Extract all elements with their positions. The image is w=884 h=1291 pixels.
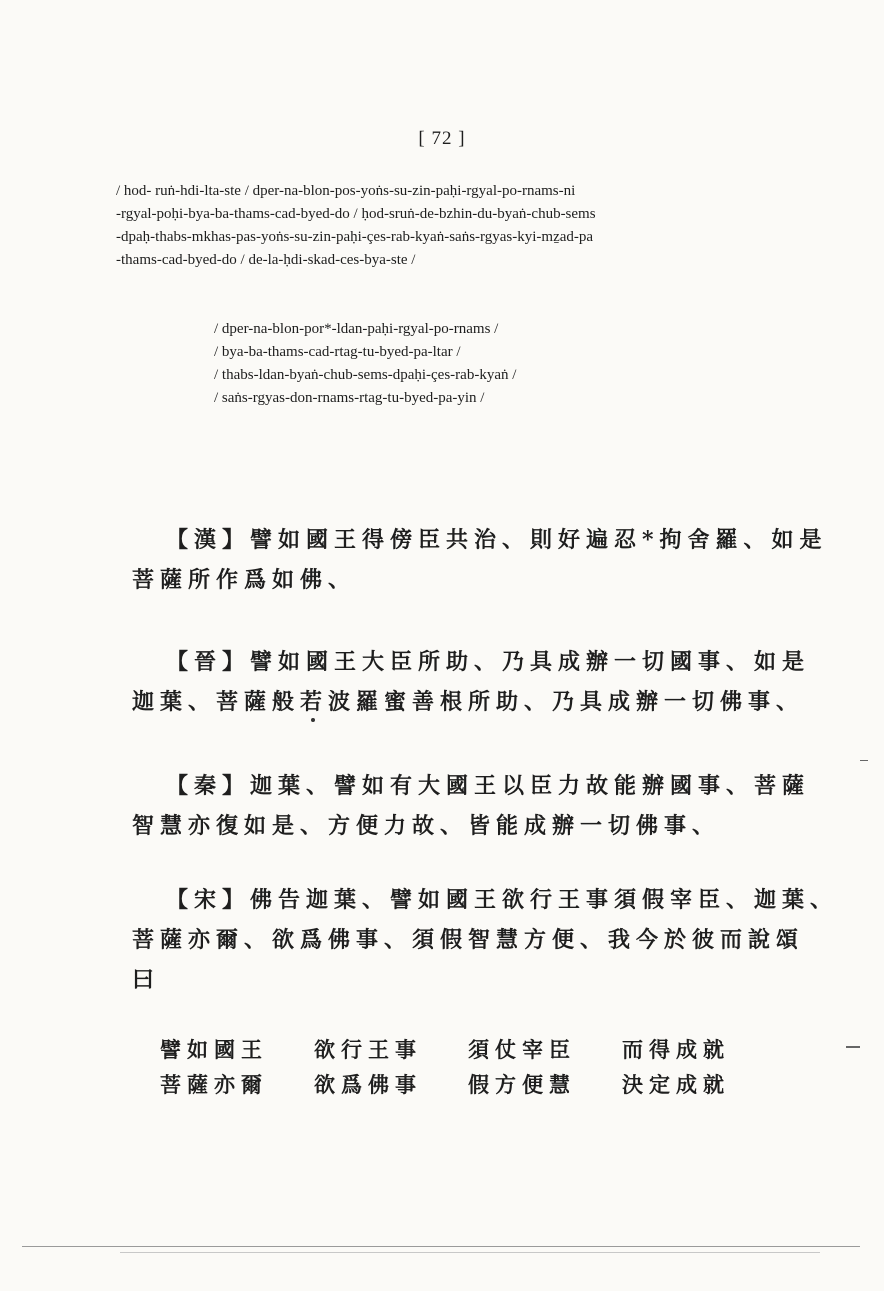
chinese-line: 菩薩所作爲如佛、 xyxy=(132,567,357,593)
page-number: [ 72 ] xyxy=(418,128,466,149)
verse-line: / thabs-ldan-byaṅ-chub-sems-dpaḥi-çes-rab-kyaṅ / xyxy=(214,367,517,383)
scan-mark xyxy=(860,760,868,761)
gatha-phrase: 欲爲佛事 xyxy=(314,1072,422,1097)
chinese-line: 【秦】迦葉、譬如有大國王以臣力故能辦國事、菩薩 xyxy=(166,773,811,799)
gatha-phrase: 譬如國王 xyxy=(160,1037,268,1062)
gatha-phrase: 而得成就 xyxy=(622,1037,730,1062)
gatha-phrase: 須仗宰臣 xyxy=(468,1037,576,1062)
tibetan-verse xyxy=(214,318,694,410)
chinese-line: 菩薩亦爾、欲爲佛事、須假智慧方便、我今於彼而說頌 xyxy=(132,927,805,953)
chinese-line: 【晉】譬如國王大臣所助、乃具成辦一切國事、如是 xyxy=(166,649,811,675)
chinese-line: 迦葉、菩薩般若波羅蜜善根所助、乃具成辦一切佛事、 xyxy=(132,689,805,715)
verse-line: / saṅs-rgyas-don-rnams-rtag-tu-byed-pa-yin / xyxy=(214,390,485,406)
tibetan-line: -dpaḥ-thabs-mkhas-pas-yoṅs-su-zin-paḥi-çes-rab-kyaṅ-saṅs-rgyas-kyi-mẕad-pa xyxy=(116,229,594,245)
chinese-line: 【漢】譬如國王得傍臣共治、則好遍忍*拘舍羅、如是 xyxy=(166,527,828,553)
verse-line: / bya-ba-thams-cad-rtag-tu-byed-pa-ltar / xyxy=(214,344,461,360)
bottom-rule xyxy=(22,1246,860,1247)
gatha-row xyxy=(160,1032,780,1067)
chinese-section-song xyxy=(132,880,839,1000)
gatha-verse xyxy=(160,1032,780,1102)
tibetan-paragraph xyxy=(116,180,776,272)
gatha-phrase: 假方便慧 xyxy=(468,1072,576,1097)
bottom-rule-shadow xyxy=(120,1252,820,1253)
chinese-section-jin xyxy=(132,642,811,722)
scan-mark xyxy=(846,1046,860,1048)
chinese-section-han xyxy=(132,520,828,600)
tibetan-line: -thams-cad-byed-do / de-la-ḥdi-skad-ces-bya-ste / xyxy=(116,252,416,268)
verse-line: / dper-na-blon-por*-ldan-paḥi-rgyal-po-rnams / xyxy=(214,321,499,337)
chinese-line: 【宋】佛告迦葉、譬如國王欲行王事須假宰臣、迦葉、 xyxy=(166,887,839,913)
gatha-phrase: 菩薩亦爾 xyxy=(160,1072,268,1097)
chinese-section-qin xyxy=(132,766,811,846)
gatha-row xyxy=(160,1067,780,1102)
chinese-line: 智慧亦復如是、方便力故、皆能成辦一切佛事、 xyxy=(132,813,721,839)
tibetan-line: / hod- ruṅ-hdi-lta-ste / dper-na-blon-pos-yoṅs-su-zin-paḥi-rgyal-po-rnams-ni xyxy=(116,183,576,199)
tibetan-line: -rgyal-poḥi-bya-ba-thams-cad-byed-do / ḥod-sruṅ-de-bzhin-du-byaṅ-chub-sems xyxy=(116,206,596,222)
stray-dot xyxy=(311,718,315,722)
gatha-phrase: 決定成就 xyxy=(622,1072,730,1097)
gatha-phrase: 欲行王事 xyxy=(314,1037,422,1062)
chinese-line: 曰 xyxy=(132,967,161,993)
